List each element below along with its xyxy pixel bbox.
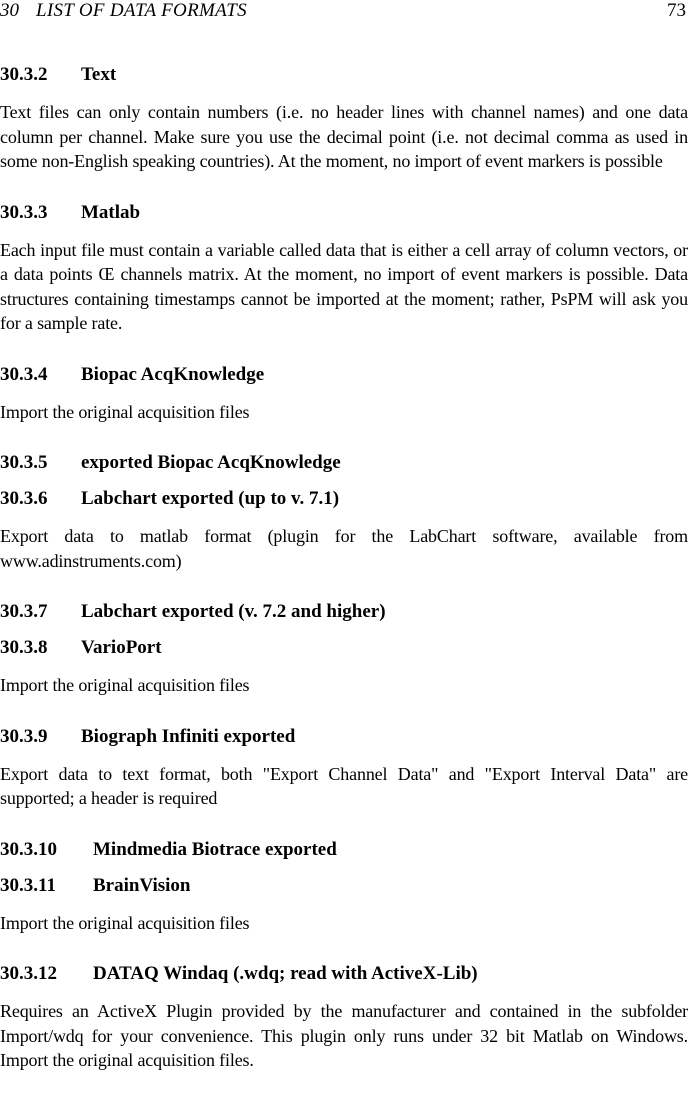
section-number: 30.3.3 [0,201,48,223]
chapter-title: LIST OF DATA FORMATS [36,0,247,21]
section-exported-biopac [0,452,688,474]
running-header [0,0,688,22]
section-title: Labchart exported (v. 7.2 and higher) [81,601,386,622]
section-heading [0,601,688,623]
section-title: Biopac AcqKnowledge [81,363,265,385]
section-heading [0,202,688,224]
section-title: VarioPort [81,637,162,658]
section-number: 30.3.4 [0,363,48,385]
section-body: Each input file must contain a variable called data that is either a cell array of column vectors, or a data points Œ channels matrix. At the moment, no import of event markers is possible. Data structures containing timestamps cannot be imported at the moment; rather, PsPM will ask you for a sample rate. [0,239,688,333]
section-biograph-infiniti [0,726,688,839]
section-number: 30.3.6 [0,488,48,509]
section-labchart-72-higher [0,601,688,623]
section-varioport [0,637,688,726]
section-text [0,64,688,202]
section-heading [0,488,688,510]
page-number: 73 [667,0,686,21]
section-heading [0,839,688,861]
spacer [0,424,688,452]
section-labchart-up-to-71 [0,488,688,601]
spacer [0,935,688,963]
spacer [0,573,688,601]
section-heading [0,64,688,86]
section-title: Labchart exported (up to v. 7.1) [81,488,340,509]
section-body: Import the original acquisition files [0,912,250,933]
spacer [0,336,688,364]
section-body: Import the original acquisition files [0,675,250,695]
section-title: BrainVision [93,874,191,896]
section-biopac-acqknowledge [0,364,688,453]
section-brainvision [0,875,688,964]
section-dataq-windaq [0,963,688,1073]
section-number: 30.3.9 [0,725,48,747]
section-body: Export data to text format, both "Export Channel Data" and "Export Interval Data" are supported; a header is required [0,763,688,808]
section-heading [0,452,688,474]
section-body: Import the original acquisition files [0,401,250,422]
section-heading [0,364,688,386]
section-title: Matlab [81,201,141,223]
page-content [0,64,688,1073]
section-heading [0,963,688,985]
section-number: 30.3.12 [0,963,57,984]
section-body: Requires an ActiveX Plugin provided by the manufacturer and contained in the subfolder Import/wdq for your convenience. This plugin only runs under 32 bit Matlab on Windows. Import the original acquisition files. [0,1001,688,1070]
section-heading [0,637,688,659]
section-number: 30.3.7 [0,601,48,622]
section-title: DATAQ Windaq (.wdq; read with ActiveX-Lib) [93,963,478,984]
section-mindmedia-biotrace [0,839,688,861]
section-matlab [0,202,688,364]
section-number: 30.3.8 [0,637,48,658]
chapter-number: 30 [0,0,19,21]
section-number: 30.3.2 [0,64,48,85]
section-body: Text files can only contain numbers (i.e. no header lines with channel names) and one data column per channel. Make sure you use the decimal point (i.e. not decimal comma as used in some non-English speaking countries). At the moment, no import of event markers is possible [0,102,688,171]
section-heading [0,875,688,897]
section-heading [0,726,688,748]
section-title: Biograph Infiniti exported [81,725,296,747]
section-title: exported Biopac AcqKnowledge [81,452,341,473]
section-number: 30.3.5 [0,452,48,473]
section-title: Text [81,64,117,85]
section-number: 30.3.11 [0,874,56,896]
section-number: 30.3.10 [0,838,57,860]
spacer [0,698,688,726]
section-title: Mindmedia Biotrace exported [93,838,337,860]
spacer [0,174,688,202]
spacer [0,811,688,839]
section-body: Export data to matlab format (plugin for the LabChart software, available from www.adinstruments.com) [0,526,688,571]
